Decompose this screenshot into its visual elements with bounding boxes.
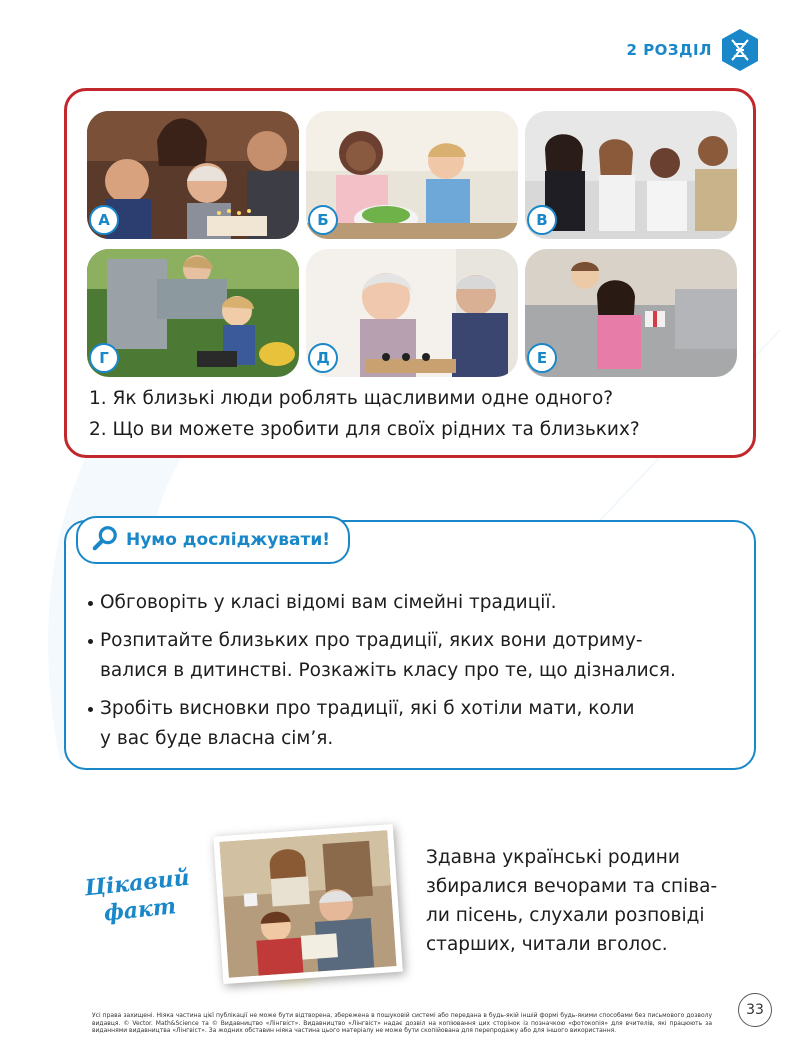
photo-question-box: [64, 88, 756, 458]
explore-item: [88, 694, 728, 754]
page-number: 33: [738, 993, 772, 1027]
copyright-notice: Усі права захищені. Ніяка частина цієї публікації не може бути відтворена, збережена в пошуковій системі або передана в будь-якій іншій формі будь-якими способами без письмового дозволу видавця. © Vector. Math&Science та © Видавництво «Лінгвіст». Видавництво «Лінгвіст» надає дозвіл на копіювання цих сторінок із позначкою «фотокопія» для вчителів, які працюють за виданнями видавництва «Лінгвіст». За жодних обставин ніяка частина цього матеріалу не може бути скопійована для перепродажу або для іншого використання.: [92, 1012, 712, 1034]
fact-text-line: старших, читали вголос.: [426, 934, 668, 955]
magnifier-icon: [92, 525, 118, 555]
family-reading-photo: [213, 824, 403, 984]
gardening-photo: [87, 249, 299, 377]
explore-list: [88, 588, 728, 762]
fact-label: [83, 865, 193, 930]
photo-tag-e: Е: [527, 343, 557, 373]
bullet-icon: [88, 639, 93, 644]
explore-item: [88, 588, 728, 618]
explore-title: Нумо досліджувати!: [126, 530, 331, 550]
friends-sofa-photo: [525, 111, 737, 239]
explore-box: [64, 520, 756, 770]
kids-cooking-photo: [306, 111, 518, 239]
section-label: 2 РОЗДІЛ: [626, 41, 712, 59]
family-birthday-photo: [87, 111, 299, 239]
fact-text-line: збиралися вечорами та співа-: [426, 876, 718, 897]
dna-hexagon-icon: [720, 28, 760, 72]
explore-item-line: у вас буде власна сім’я.: [100, 728, 334, 749]
question-1: 1. Як близькі люди роблять щасливими одне одного?: [89, 388, 614, 409]
question-2: 2. Що ви можете зробити для своїх рідних та близьких?: [89, 419, 640, 440]
photo-tag-b: Б: [308, 205, 338, 235]
explore-item-line: Зробіть висновки про традиції, які б хотіли мати, коли: [100, 698, 635, 719]
section-header: [627, 28, 760, 72]
photo-tag-g: Г: [89, 343, 119, 373]
explore-item-line: валися в дитинстві. Розкажіть класу про те, що дізналися.: [100, 660, 676, 681]
fact-text-line: ли пісень, слухали розповіді: [426, 905, 705, 926]
fact-label-line: Цікавий: [83, 864, 191, 902]
fact-text-line: Здавна українські родини: [426, 847, 680, 868]
explore-item-line: Розпитайте близьких про традиції, яких вони дотриму-: [100, 630, 643, 651]
explore-tab: [76, 516, 350, 564]
question-list: [89, 383, 640, 445]
bullet-icon: [88, 601, 93, 606]
photo-tag-v: В: [527, 205, 557, 235]
fact-label-line: факт: [102, 893, 178, 927]
fact-text: [426, 843, 766, 959]
bullet-icon: [88, 707, 93, 712]
photo-tag-a: А: [89, 205, 119, 235]
grandparents-chess-photo: [306, 249, 518, 377]
explore-item-line: Обговоріть у класі відомі вам сімейні традиції.: [100, 592, 557, 613]
explore-item: [88, 626, 728, 686]
photo-tag-d: Д: [308, 343, 338, 373]
gift-surprise-photo: [525, 249, 737, 377]
